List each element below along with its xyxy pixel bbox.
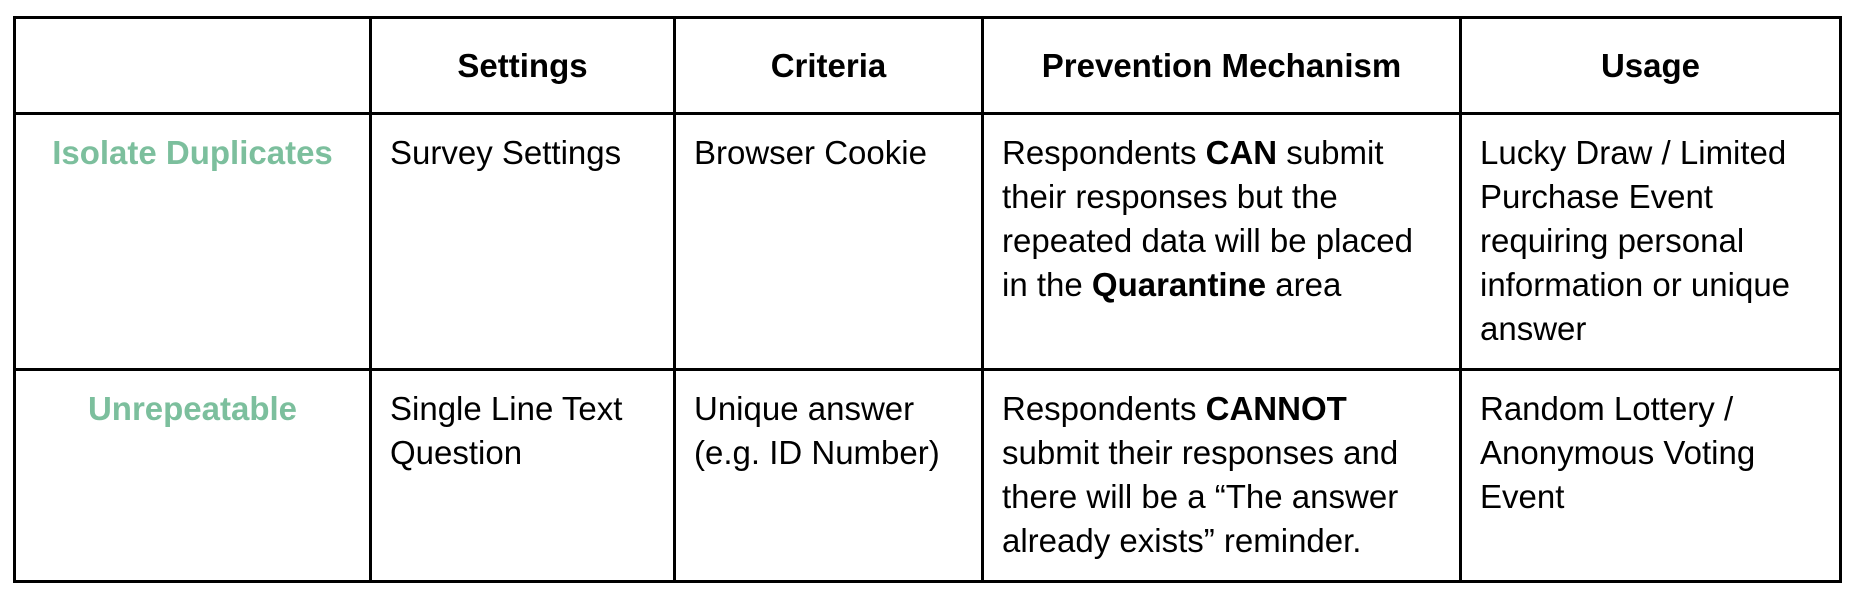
prevention-text-2: submit their responses and there will be a “The answer already exists” reminder. xyxy=(1002,434,1399,559)
row-label-isolate-duplicates xyxy=(15,114,371,370)
row-label-unrepeatable xyxy=(15,370,371,582)
cell-settings: Single Line Text Question xyxy=(371,370,675,582)
table-row-isolate-duplicates xyxy=(15,114,1841,370)
cell-criteria: Browser Cookie xyxy=(675,114,983,370)
row-label-text: Unrepeatable xyxy=(87,390,298,427)
header-empty xyxy=(15,18,371,114)
cell-settings: Survey Settings xyxy=(371,114,675,370)
prevention-text-3: area xyxy=(1266,266,1342,303)
cell-criteria: Unique answer (e.g. ID Number) xyxy=(675,370,983,582)
comparison-table xyxy=(13,16,1842,583)
prevention-text-1: Respondents xyxy=(1002,134,1206,171)
prevention-bold-cannot: CANNOT xyxy=(1205,390,1347,427)
table-row-unrepeatable xyxy=(15,370,1841,582)
header-prevention-mechanism: Prevention Mechanism xyxy=(983,18,1461,114)
row-label-text: Isolate Duplicates xyxy=(52,134,333,171)
cell-prevention xyxy=(983,114,1461,370)
header-usage: Usage xyxy=(1461,18,1841,114)
cell-prevention xyxy=(983,370,1461,582)
cell-usage: Random Lottery / Anonymous Voting Event xyxy=(1461,370,1841,582)
header-criteria: Criteria xyxy=(675,18,983,114)
prevention-bold-can: CAN xyxy=(1205,134,1278,171)
cell-usage: Lucky Draw / Limited Purchase Event requiring personal information or unique answer xyxy=(1461,114,1841,370)
header-row xyxy=(15,18,1841,114)
prevention-text-1: Respondents xyxy=(1002,390,1206,427)
header-settings: Settings xyxy=(371,18,675,114)
prevention-bold-quarantine: Quarantine xyxy=(1091,266,1267,303)
prevention-text-2: submit their responses but the repeated data will be placed in the xyxy=(1002,134,1413,303)
